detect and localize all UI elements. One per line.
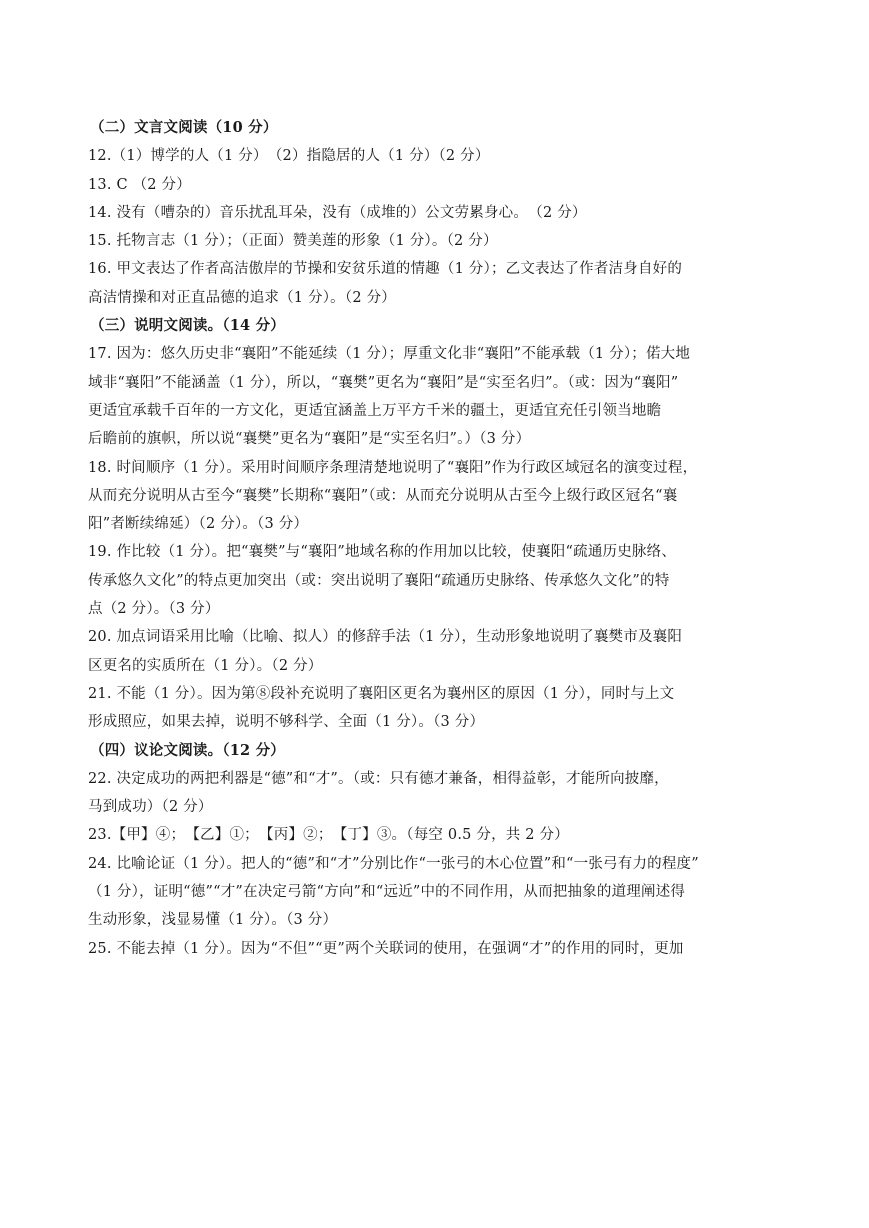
answer-line: 传承悠久文化”的特点更加突出（或：突出说明了襄阳“疏通历史脉络、传承悠久文化”的特 — [88, 572, 670, 589]
answer-line: 生动形象，浅显易懂（1 分）。（3 分） — [88, 912, 338, 929]
section-heading: （二）文言文阅读（10 分） — [90, 119, 278, 136]
answer-line: 19. 作比较（1 分）。把“襄樊”与“襄阳”地域名称的作用加以比较，使襄阳“疏通历史脉络、 — [88, 544, 677, 561]
answer-line: 24. 比喻论证（1 分）。把人的“德”和“才”分别比作“一张弓的木心位置”和“一张弓有力的程度” — [88, 855, 699, 872]
answer-line: 13. C （2 分） — [88, 176, 191, 193]
answer-line: 23.【甲】④； 【乙】①； 【丙】②； 【丁】③。（每空 0.5 分，共 2 分） — [88, 827, 569, 844]
answer-line: 更适宜承载千百年的一方文化，更适宜涵盖上万平方千米的疆土，更适宜充任引领当地瞻 — [88, 402, 662, 419]
answer-line: 15. 托物言志（1 分）；（正面）赞美莲的形象（1 分）。（2 分） — [88, 233, 498, 250]
answer-line: 21. 不能（1 分）。因为第⑧段补充说明了襄阳区更名为襄州区的原因（1 分），同时与上文 — [88, 685, 675, 702]
answer-line: 14. 没有（嘈杂的）音乐扰乱耳朵，没有（成堆的）公文劳累身心。 （2 分） — [88, 204, 587, 221]
answer-line: 马到成功）（2 分） — [88, 799, 213, 816]
answer-line: 形成照应，如果去掉，说明不够科学、全面（1 分）。（3 分） — [88, 714, 485, 731]
answer-line: 域非“襄阳”不能涵盖（1 分），所以，“襄樊”更名为“襄阳”是“实至名归”。（或：因为“襄阳” — [88, 374, 679, 391]
answer-line: 后瞻前的旗帜，所以说“襄樊”更名为“襄阳”是“实至名归”。）（3 分） — [88, 431, 531, 448]
section-heading: （四）议论文阅读。（12 分） — [90, 741, 285, 759]
answer-line: 17. 因为：悠久历史非“襄阳”不能延续（1 分）；厚重文化非“襄阳”不能承载（1 分）；偌大地 — [88, 346, 691, 363]
answer-line: 高洁情操和对正直品德的追求（1 分）。（2 分） — [88, 289, 396, 306]
answer-line: 25. 不能去掉（1 分）。因为“不但”“更”两个关联词的使用，在强调“才”的作用的同时，更加 — [88, 940, 684, 957]
answer-line: 从而充分说明从古至今“襄樊”长期称“襄阳”（或：从而充分说明从古至今上级行政区冠名“襄 — [88, 487, 678, 504]
answer-line: 区更名的实质所在（1 分）。（2 分） — [88, 657, 323, 674]
answer-line: 20. 加点词语采用比喻（比喻、拟人）的修辞手法（1 分），生动形象地说明了襄樊市及襄阳 — [88, 629, 683, 646]
answer-line: 点（2 分）。（3 分） — [88, 601, 220, 618]
answer-line: 12.（1）博学的人（1 分） （2）指隐居的人（1 分）（2 分） — [88, 148, 490, 165]
answer-line: 22. 决定成功的两把利器是“德”和“才”。（或：只有德才兼备，相得益彰，才能所向披靡， — [88, 770, 669, 787]
answer-line: （1 分），证明“德”“才”在决定弓箭“方向”和“远近”中的不同作用，从而把抽象的道理阐述得 — [88, 884, 686, 901]
section-heading: （三）说明文阅读。（14 分） — [90, 317, 285, 335]
answer-line: 18. 时间顺序（1 分）。采用时间顺序条理清楚地说明了“襄阳”作为行政区域冠名的演变过程， — [88, 459, 698, 476]
answer-line: 阳”者断续绵延）（2 分）。（3 分） — [88, 516, 309, 533]
answer-key-content — [88, 114, 788, 963]
answer-line: 16. 甲文表达了作者高洁傲岸的节操和安贫乐道的情趣（1 分）；乙文表达了作者洁身自好的 — [88, 261, 683, 278]
